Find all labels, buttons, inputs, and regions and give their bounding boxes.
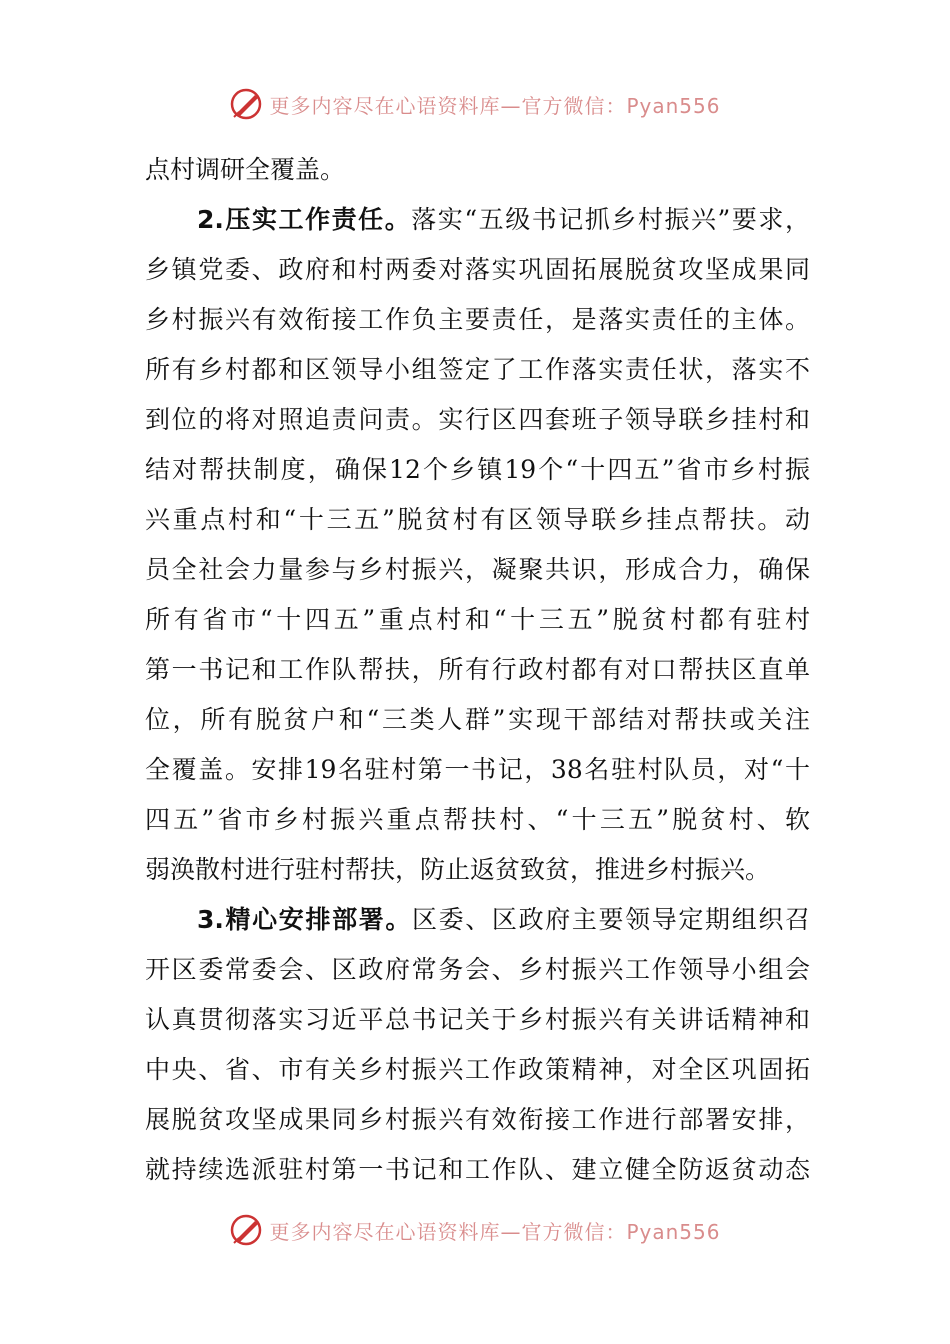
paragraph-line: 2.压实工作责任。落实“五级书记抓乡村振兴”要求， (197, 205, 810, 234)
paragraph-line: 结对帮扶制度，确保12个乡镇19个“十四五”省市乡村振 (145, 455, 810, 484)
paragraph-line: 位，所有脱贫户和“三类人群”实现干部结对帮扶或关注 (145, 705, 810, 734)
paragraph-line: 乡镇党委、政府和村两委对落实巩固拓展脱贫攻坚成果同 (145, 255, 810, 284)
watermark-text: 更多内容尽在心语资料库—官方微信：Pyan556 (269, 93, 721, 118)
quill-pen-logo-icon (229, 87, 263, 121)
paragraph-line: 员全社会力量参与乡村振兴，凝聚共识，形成合力，确保 (145, 555, 810, 584)
paragraph-line: 乡村振兴有效衔接工作负主要责任，是落实责任的主体。 (145, 305, 810, 334)
watermark-top (0, 82, 950, 126)
paragraph-line: 开区委常委会、区政府常务会、乡村振兴工作领导小组会 (145, 955, 810, 984)
paragraph-line: 就持续选派驻村第一书记和工作队、建立健全防返贫动态 (145, 1155, 810, 1184)
paragraph-line: 兴重点村和“十三五”脱贫村有区领导联乡挂点帮扶。动 (145, 505, 810, 534)
paragraph-line: 全覆盖。安排19名驻村第一书记，38名驻村队员，对“十 (145, 755, 810, 784)
watermark-text: 更多内容尽在心语资料库—官方微信：Pyan556 (269, 1219, 721, 1244)
document-body (145, 145, 810, 1195)
section-heading: 2.压实工作责任。 (197, 205, 412, 234)
section-heading: 3.精心安排部署。 (197, 905, 413, 934)
paragraph-line: 点村调研全覆盖。 (145, 155, 346, 184)
paragraph-line: 弱涣散村进行驻村帮扶，防止返贫致贫，推进乡村振兴。 (145, 855, 771, 884)
paragraph-line: 所有省市“十四五”重点村和“十三五”脱贫村都有驻村 (145, 605, 810, 634)
watermark-bottom (0, 1208, 950, 1252)
paragraph-line: 到位的将对照追责问责。实行区四套班子领导联乡挂村和 (145, 405, 810, 434)
paragraph-line: 认真贯彻落实习近平总书记关于乡村振兴有关讲话精神和 (145, 1005, 810, 1034)
paragraph-line: 第一书记和工作队帮扶，所有行政村都有对口帮扶区直单 (145, 655, 810, 684)
quill-pen-logo-icon (229, 1213, 263, 1247)
paragraph-line: 四五”省市乡村振兴重点帮扶村、“十三五”脱贫村、软 (145, 805, 810, 834)
paragraph-line: 3.精心安排部署。区委、区政府主要领导定期组织召 (197, 905, 810, 934)
paragraph-line: 所有乡村都和区领导小组签定了工作落实责任状，落实不 (145, 355, 810, 384)
paragraph-line: 中央、省、市有关乡村振兴工作政策精神，对全区巩固拓 (145, 1055, 810, 1084)
paragraph-line: 展脱贫攻坚成果同乡村振兴有效衔接工作进行部署安排， (145, 1105, 810, 1134)
